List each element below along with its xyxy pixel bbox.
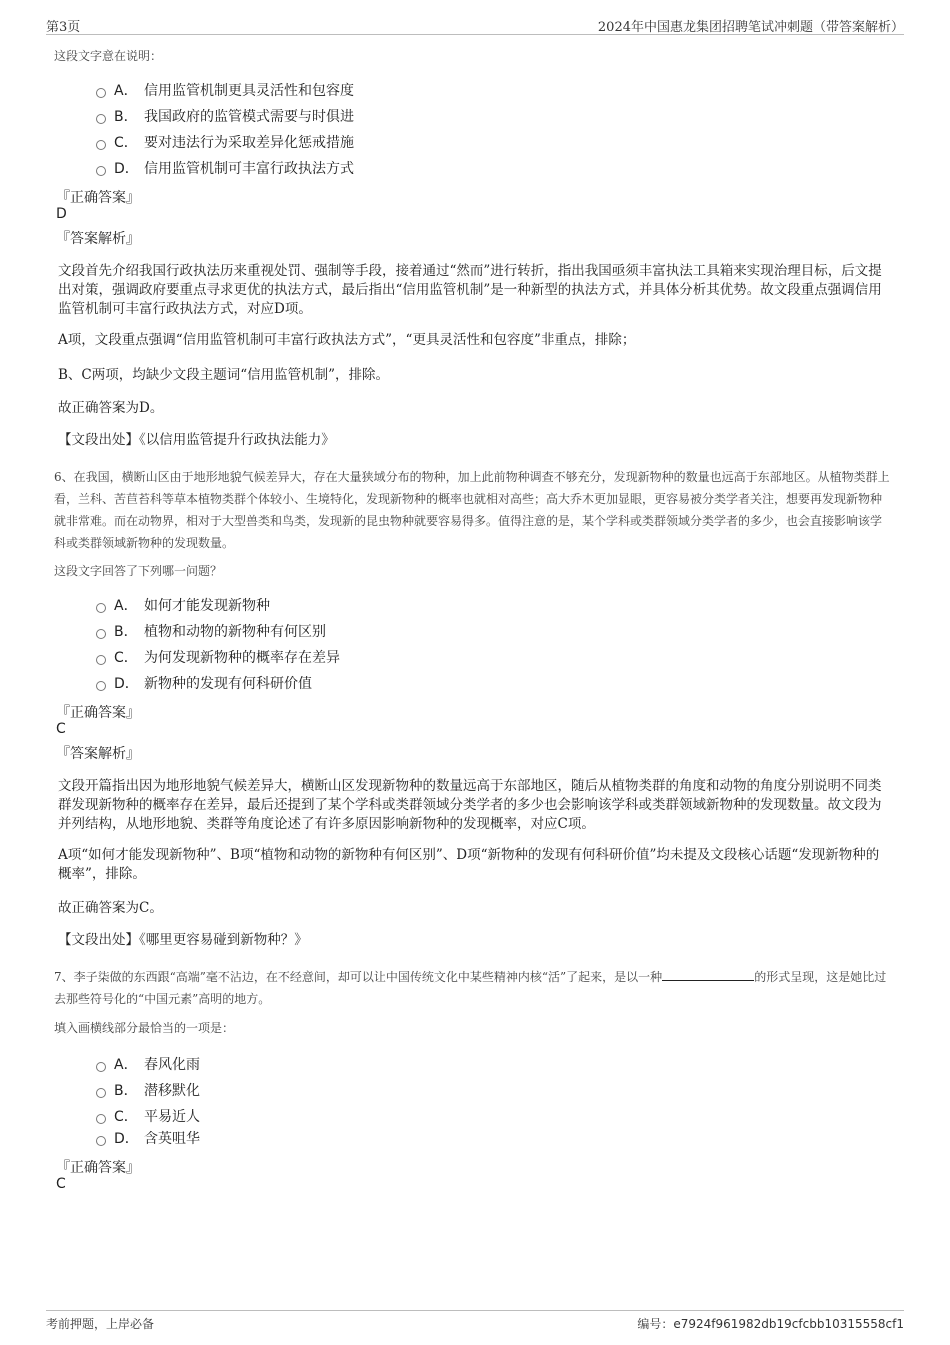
q6-option-a[interactable]: A． 如何才能发现新物种 — [96, 595, 270, 615]
radio-icon[interactable] — [96, 88, 106, 98]
q5-analysis-paragraph: 故正确答案为D。 — [58, 400, 164, 416]
q7-option-b[interactable]: B． 潜移默化 — [96, 1080, 200, 1100]
q7-prompt: 填入画横线部分最恰当的一项是： — [54, 1021, 235, 1035]
page-number: 第3页 — [46, 20, 81, 35]
page-header — [46, 14, 904, 35]
q6-option-b[interactable]: B． 植物和动物的新物种有何区别 — [96, 621, 326, 641]
page-footer — [46, 1310, 904, 1333]
radio-icon[interactable] — [96, 1088, 106, 1098]
q6-source: 【文段出处】《哪里更容易碰到新物种？》 — [58, 932, 308, 948]
q5-answer-label: 『正确答案』 — [56, 190, 140, 206]
q6-option-c[interactable]: C． 为何发现新物种的概率存在差异 — [96, 647, 340, 667]
q7-option-d[interactable]: D． 含英咀华 — [96, 1128, 200, 1148]
q7-option-c[interactable]: C． 平易近人 — [96, 1106, 200, 1126]
q5-analysis-paragraph: 文段首先介绍我国行政执法历来重视处罚、强制等手段，接着通过“然而”进行转折，指出我国亟须丰富执法工具箱来实现治理目标，后文提出对策，强调政府要重点寻求更优的执法方式，最后指出“信用监管机制”是一种新型的执法方式，并具体分析其优势。故文段重点强调信用监管机制可丰富行政执法方式，对应D项。 — [58, 263, 882, 317]
fill-in-blank — [662, 968, 754, 981]
radio-icon[interactable] — [96, 1062, 106, 1072]
q6-option-d[interactable]: D． 新物种的发现有何科研价值 — [96, 673, 312, 693]
q5-prompt: 这段文字意在说明： — [54, 49, 163, 63]
q6-answer: C — [56, 721, 66, 737]
document-title: 2024年中国惠龙集团招聘笔试冲刺题（带答案解析） — [597, 20, 904, 35]
q7-option-a[interactable]: A． 春风化雨 — [96, 1054, 200, 1074]
radio-icon[interactable] — [96, 681, 106, 691]
radio-icon[interactable] — [96, 655, 106, 665]
radio-icon[interactable] — [96, 603, 106, 613]
q5-analysis-label: 『答案解析』 — [56, 231, 140, 247]
q6-analysis-paragraph: A项“如何才能发现新物种”、B项“植物和动物的新物种有何区别”、D项“新物种的发现有何科研价值”均未提及文段核心话题“发现新物种的概率”，排除。 — [58, 847, 880, 882]
radio-icon[interactable] — [96, 629, 106, 639]
q5-analysis-paragraph: B、C两项，均缺少文段主题词“信用监管机制”，排除。 — [58, 367, 390, 383]
q5-answer: D — [56, 206, 67, 222]
q6-analysis-paragraph: 故正确答案为C。 — [58, 900, 163, 916]
q6-analysis-paragraph: 文段开篇指出因为地形地貌气候差异大，横断山区发现新物种的数量远高于东部地区，随后从植物类群的角度和动物的角度分别说明不同类群发现新物种的概率存在差异，最后还提到了某个学科或类群领域分类学者的多少也会影响该学科或类群领域新物种的发现数量。故文段为并列结构，从地形地貌、类群等角度论述了有许多原因影响新物种的发现概率，对应C项。 — [58, 778, 882, 832]
q7-answer-label: 『正确答案』 — [56, 1160, 140, 1176]
q5-option-d[interactable]: D． 信用监管机制可丰富行政执法方式 — [96, 158, 354, 178]
q6-analysis-label: 『答案解析』 — [56, 746, 140, 762]
q7-stem: 7、李子柒做的东西跟“高端”毫不沾边，在不经意间，却可以让中国传统文化中某些精神内核“活”了起来，是以一种 的形式呈现，这是她比过去那些符号化的“中国元素”高明的地方。 — [54, 970, 887, 1006]
q5-analysis-paragraph: A项，文段重点强调“信用监管机制可丰富行政执法方式”，“更具灵活性和包容度”非重点，排除； — [58, 332, 636, 348]
q6-prompt: 这段文字回答了下列哪一问题？ — [54, 564, 223, 578]
q5-option-b[interactable]: B． 我国政府的监管模式需要与时俱进 — [96, 106, 354, 126]
q5-option-c[interactable]: C． 要对违法行为采取差异化惩戒措施 — [96, 132, 354, 152]
q5-option-a[interactable]: A． 信用监管机制更具灵活性和包容度 — [96, 80, 354, 100]
radio-icon[interactable] — [96, 166, 106, 176]
footer-slogan: 考前押题，上岸必备 — [46, 1317, 155, 1331]
document-code: 编号：e7924f961982db19cfcbb10315558cf1 — [637, 1317, 904, 1331]
q7-answer: C — [56, 1176, 66, 1192]
radio-icon[interactable] — [96, 1136, 106, 1146]
q6-answer-label: 『正确答案』 — [56, 705, 140, 721]
radio-icon[interactable] — [96, 1114, 106, 1124]
q6-stem: 6、在我国，横断山区由于地形地貌气候差异大，存在大量狭域分布的物种，加上此前物种调查不够充分，发现新物种的数量也远高于东部地区。从植物类群上看，兰科、苦苣苔科等草本植物类群个体较小、生境特化，发现新物种的概率也就相对高些；高大乔木更加显眼，更容易被分类学者关注，想要再发现新物种就非常难。而在动物界，相对于大型兽类和鸟类，发现新的昆虫物种就要容易得多。值得注意的是，某个学科或类群领域分类学者的多少，也会直接影响该学科或类群领域新物种的发现数量。 — [54, 470, 890, 550]
radio-icon[interactable] — [96, 140, 106, 150]
q5-source: 【文段出处】《以信用监管提升行政执法能力》 — [58, 432, 335, 448]
radio-icon[interactable] — [96, 114, 106, 124]
